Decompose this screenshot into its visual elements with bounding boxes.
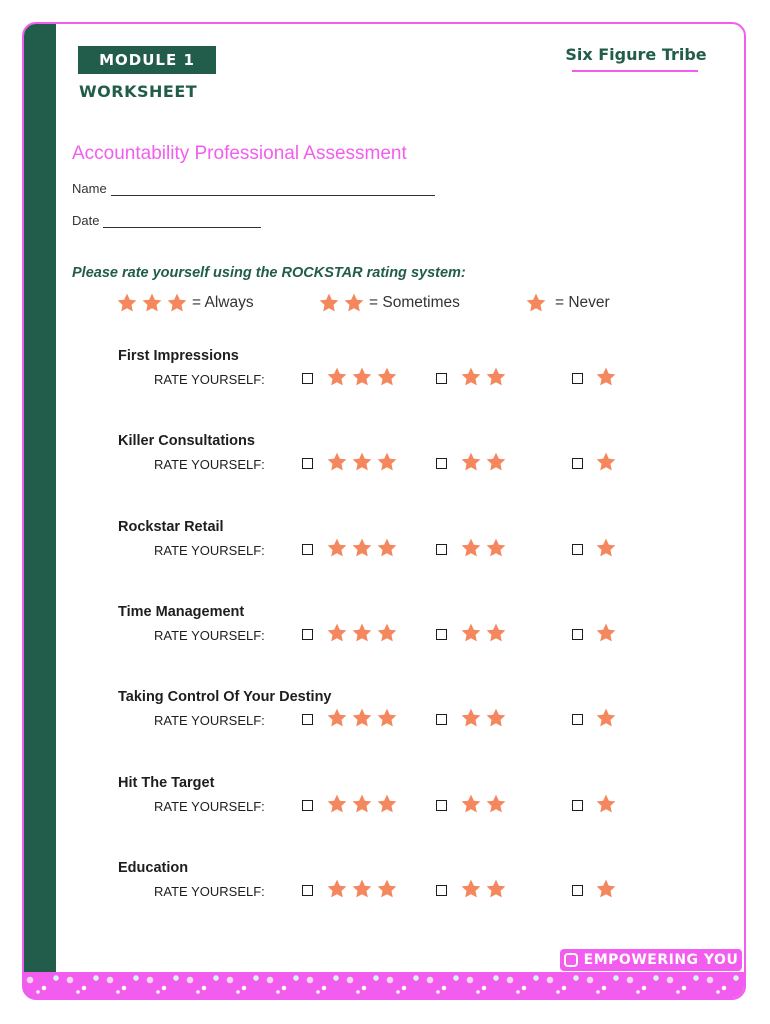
- star-icon: [326, 366, 348, 388]
- legend-sometimes: [318, 292, 460, 314]
- legend-never: [525, 292, 610, 314]
- star-icon: [595, 366, 617, 388]
- checkbox-never[interactable]: [572, 373, 583, 384]
- star-icon: [376, 622, 398, 644]
- star-icon: [485, 366, 507, 388]
- page-frame: [22, 22, 746, 1000]
- brand-underline: [572, 70, 698, 72]
- star-icon: [326, 451, 348, 473]
- item-title: First Impressions: [118, 348, 239, 364]
- star-icon: [485, 451, 507, 473]
- empower-icon: [564, 953, 578, 967]
- star-icon: [351, 622, 373, 644]
- star-icon: [595, 793, 617, 815]
- rating-stars-sometimes: [460, 451, 507, 473]
- rating-stars-always: [326, 537, 398, 559]
- rating-stars-sometimes: [460, 366, 507, 388]
- star-icon: [376, 537, 398, 559]
- checkbox-sometimes[interactable]: [436, 373, 447, 384]
- rate-yourself-label: RATE YOURSELF:: [154, 884, 265, 899]
- checkbox-never[interactable]: [572, 714, 583, 725]
- star-icon: [326, 707, 348, 729]
- page-title: Accountability Professional Assessment: [72, 143, 407, 164]
- rate-yourself-label: RATE YOURSELF:: [154, 628, 265, 643]
- rating-stars-never: [595, 451, 617, 473]
- rating-stars-always: [326, 707, 398, 729]
- checkbox-sometimes[interactable]: [436, 714, 447, 725]
- rating-stars-sometimes: [460, 707, 507, 729]
- star-icon: [460, 793, 482, 815]
- side-bar: [24, 24, 56, 998]
- checkbox-always[interactable]: [302, 629, 313, 640]
- rating-stars-sometimes: [460, 878, 507, 900]
- star-icon: [166, 292, 188, 314]
- star-icon: [326, 622, 348, 644]
- checkbox-sometimes[interactable]: [436, 544, 447, 555]
- rating-stars-sometimes: [460, 793, 507, 815]
- star-icon: [485, 878, 507, 900]
- star-icon: [376, 793, 398, 815]
- item-title: Hit The Target: [118, 775, 215, 791]
- star-icon: [460, 622, 482, 644]
- rating-stars-sometimes: [460, 537, 507, 559]
- legend-never-label: = Never: [555, 294, 610, 311]
- rating-stars-always: [326, 366, 398, 388]
- star-icon: [595, 622, 617, 644]
- star-icon: [141, 292, 163, 314]
- module-badge: MODULE 1: [78, 46, 216, 74]
- instructions: Please rate yourself using the ROCKSTAR rating system:: [72, 265, 466, 281]
- star-icon: [326, 878, 348, 900]
- star-icon: [595, 878, 617, 900]
- star-icon: [376, 451, 398, 473]
- date-field[interactable]: [72, 213, 261, 228]
- star-icon: [351, 793, 373, 815]
- star-icon: [351, 878, 373, 900]
- checkbox-never[interactable]: [572, 544, 583, 555]
- checkbox-always[interactable]: [302, 544, 313, 555]
- checkbox-sometimes[interactable]: [436, 629, 447, 640]
- rate-yourself-label: RATE YOURSELF:: [154, 457, 265, 472]
- star-icon: [595, 537, 617, 559]
- star-icon: [485, 707, 507, 729]
- brand-logo: Six Figure Tribe: [565, 45, 707, 64]
- bottom-pattern-strip: [24, 972, 744, 998]
- rating-stars-always: [326, 793, 398, 815]
- legend-stars-1: [525, 292, 547, 314]
- checkbox-always[interactable]: [302, 800, 313, 811]
- legend-always-label: = Always: [192, 294, 254, 311]
- star-icon: [485, 793, 507, 815]
- checkbox-sometimes[interactable]: [436, 885, 447, 896]
- star-icon: [376, 878, 398, 900]
- name-field-line[interactable]: [111, 183, 435, 196]
- legend-sometimes-label: = Sometimes: [369, 294, 460, 311]
- item-title: Education: [118, 860, 189, 876]
- checkbox-always[interactable]: [302, 458, 313, 469]
- legend-stars-2: [318, 292, 365, 314]
- star-icon: [351, 366, 373, 388]
- rating-stars-never: [595, 793, 617, 815]
- star-icon: [460, 451, 482, 473]
- star-icon: [460, 707, 482, 729]
- star-icon: [525, 292, 547, 314]
- empowering-you-label: EMPOWERING YOU: [583, 952, 739, 968]
- star-icon: [595, 707, 617, 729]
- star-icon: [318, 292, 340, 314]
- checkbox-always[interactable]: [302, 714, 313, 725]
- rating-stars-sometimes: [460, 622, 507, 644]
- star-icon: [351, 707, 373, 729]
- rating-stars-never: [595, 537, 617, 559]
- checkbox-sometimes[interactable]: [436, 800, 447, 811]
- checkbox-never[interactable]: [572, 885, 583, 896]
- name-field[interactable]: [72, 181, 435, 196]
- empowering-you-badge: [560, 949, 742, 971]
- rate-yourself-label: RATE YOURSELF:: [154, 372, 265, 387]
- rating-stars-never: [595, 707, 617, 729]
- star-icon: [116, 292, 138, 314]
- item-title: Taking Control Of Your Destiny: [118, 689, 332, 705]
- item-title: Rockstar Retail: [118, 519, 224, 535]
- star-icon: [326, 793, 348, 815]
- legend-always: [116, 292, 254, 314]
- worksheet-label: WORKSHEET: [79, 82, 198, 101]
- rate-yourself-label: RATE YOURSELF:: [154, 799, 265, 814]
- star-icon: [595, 451, 617, 473]
- checkbox-never[interactable]: [572, 458, 583, 469]
- star-icon: [460, 878, 482, 900]
- rate-yourself-label: RATE YOURSELF:: [154, 543, 265, 558]
- rating-stars-always: [326, 622, 398, 644]
- checkbox-always[interactable]: [302, 373, 313, 384]
- checkbox-always[interactable]: [302, 885, 313, 896]
- star-icon: [460, 537, 482, 559]
- rating-stars-never: [595, 622, 617, 644]
- star-icon: [326, 537, 348, 559]
- checkbox-sometimes[interactable]: [436, 458, 447, 469]
- date-field-line[interactable]: [103, 215, 261, 228]
- checkbox-never[interactable]: [572, 800, 583, 811]
- rating-stars-never: [595, 878, 617, 900]
- date-field-label: Date: [72, 213, 100, 228]
- rating-stars-never: [595, 366, 617, 388]
- star-icon: [343, 292, 365, 314]
- legend-stars-3: [116, 292, 188, 314]
- star-icon: [485, 622, 507, 644]
- rate-yourself-label: RATE YOURSELF:: [154, 713, 265, 728]
- rating-stars-always: [326, 878, 398, 900]
- star-icon: [485, 537, 507, 559]
- name-field-label: Name: [72, 181, 107, 196]
- rating-stars-always: [326, 451, 398, 473]
- item-title: Time Management: [118, 604, 245, 620]
- star-icon: [460, 366, 482, 388]
- star-icon: [351, 451, 373, 473]
- star-icon: [376, 707, 398, 729]
- star-icon: [351, 537, 373, 559]
- checkbox-never[interactable]: [572, 629, 583, 640]
- star-icon: [376, 366, 398, 388]
- item-title: Killer Consultations: [118, 433, 255, 449]
